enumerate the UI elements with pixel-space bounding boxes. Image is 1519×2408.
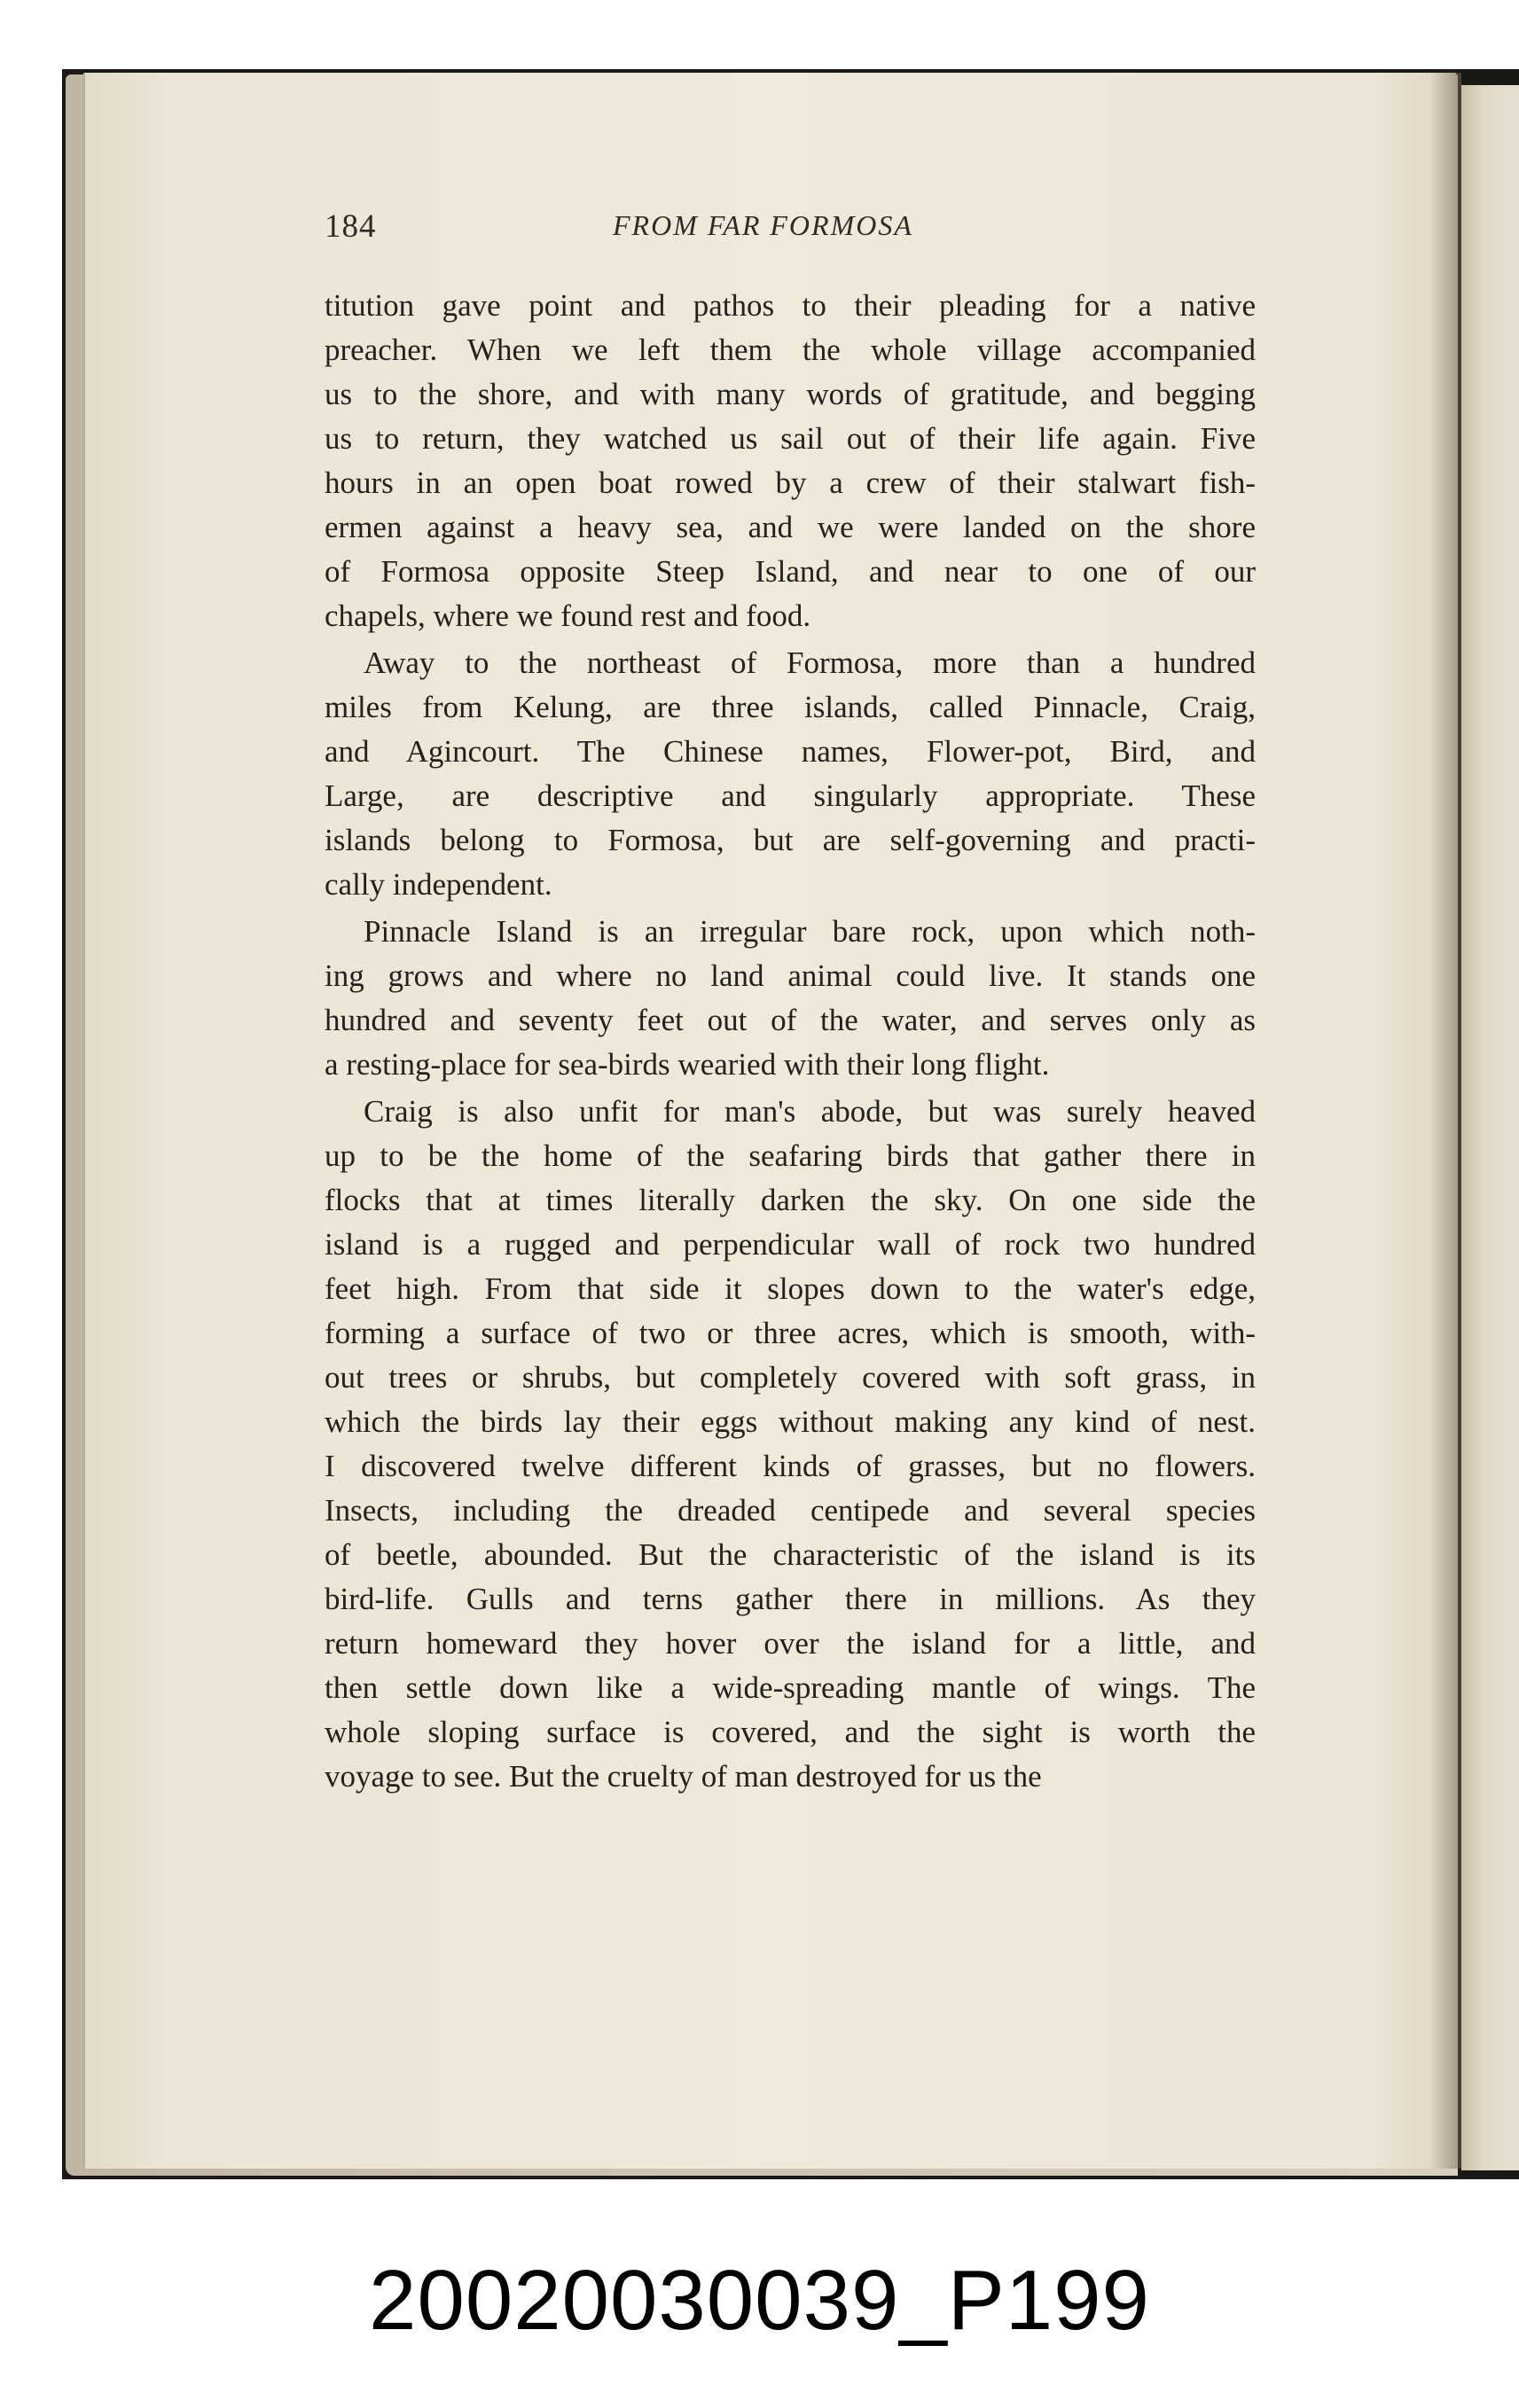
text-line: of Formosa opposite Steep Island, and near to one of our bbox=[325, 554, 1256, 589]
text-line: Large, are descriptive and singularly appropriate. These bbox=[325, 778, 1256, 813]
text-line: return homeward they hover over the island for a little, and bbox=[325, 1626, 1256, 1661]
text-line: and Agincourt. The Chinese names, Flower-pot, Bird, and bbox=[325, 734, 1256, 769]
image-identifier-caption: 20020030039_P199 bbox=[369, 2253, 1150, 2348]
paragraph bbox=[325, 641, 1256, 907]
text-line: bird-life. Gulls and terns gather there in millions. As they bbox=[325, 1582, 1256, 1616]
text-line: chapels, where we found rest and food. bbox=[325, 598, 811, 633]
spine-shadow bbox=[1429, 73, 1461, 2169]
text-line: Craig is also unfit for man's abode, but was surely heaved bbox=[364, 1094, 1256, 1129]
text-line: hundred and seventy feet out of the water, and serves only as bbox=[325, 1003, 1256, 1037]
text-line: islands belong to Formosa, but are self-governing and practi- bbox=[325, 823, 1256, 857]
paragraph bbox=[325, 910, 1256, 1087]
page-header bbox=[325, 202, 1256, 255]
paragraph bbox=[325, 1090, 1256, 1799]
text-line: miles from Kelung, are three islands, called Pinnacle, Craig, bbox=[325, 690, 1256, 724]
text-line: forming a surface of two or three acres, which is smooth, with- bbox=[325, 1316, 1256, 1350]
text-line: ermen against a heavy sea, and we were landed on the shore bbox=[325, 510, 1256, 544]
text-line: a resting-place for sea-birds wearied with their long flight. bbox=[325, 1047, 1050, 1082]
text-line: Away to the northeast of Formosa, more than a hundred bbox=[364, 645, 1256, 680]
text-line: us to return, they watched us sail out of their life again. Five bbox=[325, 421, 1256, 456]
page-number: 184 bbox=[325, 208, 377, 245]
text-line: voyage to see. But the cruelty of man destroyed for us the bbox=[325, 1759, 1042, 1794]
running-head: FROM FAR FORMOSA bbox=[613, 209, 913, 241]
facing-page-edge bbox=[1461, 85, 1519, 2170]
text-line: of beetle, abounded. But the characteristic of the island is its bbox=[325, 1537, 1256, 1572]
text-line: island is a rugged and perpendicular wall of rock two hundred bbox=[325, 1227, 1256, 1262]
text-line: cally independent. bbox=[325, 867, 552, 902]
text-line: flocks that at times literally darken the sky. On one side the bbox=[325, 1183, 1256, 1217]
body-text bbox=[325, 284, 1256, 1802]
text-line: feet high. From that side it slopes down to the water's edge, bbox=[325, 1271, 1256, 1306]
text-line: preacher. When we left them the whole village accompanied bbox=[325, 332, 1256, 367]
text-line: out trees or shrubs, but completely covered with soft grass, in bbox=[325, 1360, 1256, 1395]
text-line: up to be the home of the seafaring birds that gather there in bbox=[325, 1138, 1256, 1173]
text-line: then settle down like a wide-spreading mantle of wings. The bbox=[325, 1670, 1256, 1705]
text-line: titution gave point and pathos to their pleading for a native bbox=[325, 288, 1256, 323]
text-line: us to the shore, and with many words of gratitude, and begging bbox=[325, 377, 1256, 411]
text-line: whole sloping surface is covered, and the sight is worth the bbox=[325, 1715, 1256, 1749]
text-line: Pinnacle Island is an irregular bare rock, upon which noth- bbox=[364, 914, 1256, 949]
text-line: ing grows and where no land animal could live. It stands one bbox=[325, 958, 1256, 993]
text-line: hours in an open boat rowed by a crew of their stalwart fish- bbox=[325, 465, 1256, 500]
paragraph bbox=[325, 284, 1256, 638]
text-line: I discovered twelve different kinds of grasses, but no flowers. bbox=[325, 1449, 1256, 1483]
text-line: Insects, including the dreaded centipede and several species bbox=[325, 1493, 1256, 1528]
text-line: which the birds lay their eggs without making any kind of nest. bbox=[325, 1404, 1256, 1439]
